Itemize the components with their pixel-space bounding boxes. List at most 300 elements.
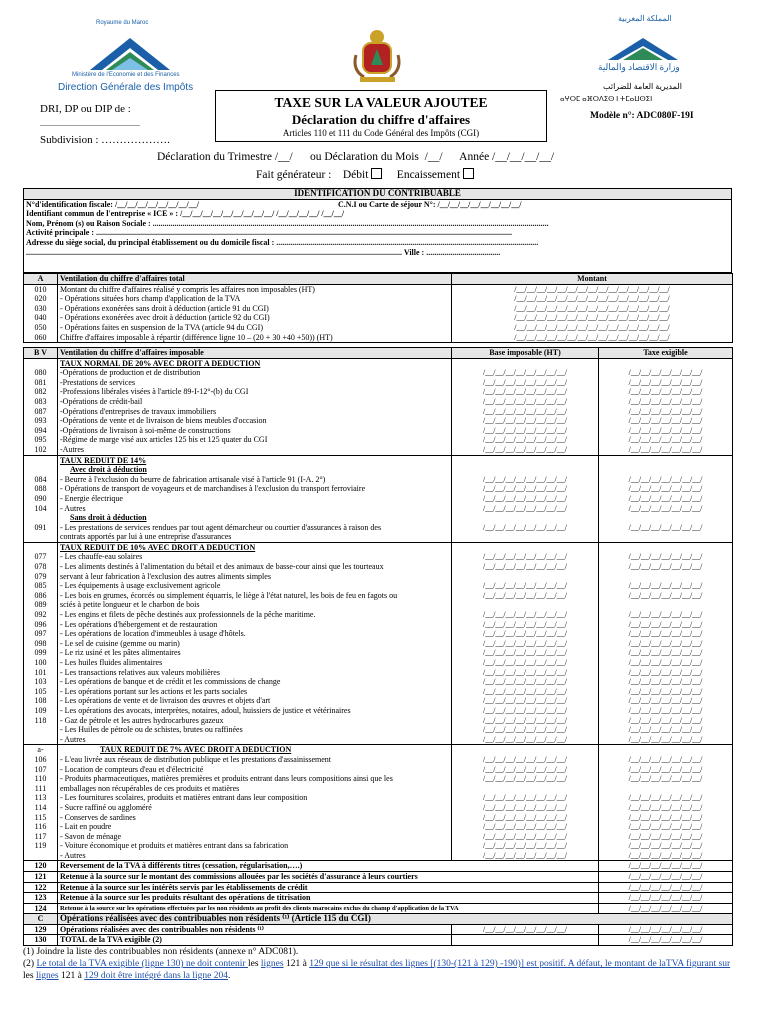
amount-blank[interactable]: /__/__/__/__/__/__/__/ [628, 377, 703, 387]
amount-blank[interactable]: /__/__/__/__/__/__/__/__/ [482, 416, 567, 426]
amount-blank[interactable]: /__/__/__/__/__/__/__/__/ [482, 677, 567, 687]
line-code: 010 [34, 284, 47, 294]
amount-blank[interactable]: /__/__/__/__/__/__/__/ [628, 406, 703, 416]
amount-blank[interactable]: /__/__/__/__/__/__/__/ [628, 705, 703, 715]
line-label: -Opérations de crédit-bail [60, 396, 143, 406]
footnote-2-text-d: les [23, 971, 36, 981]
amount-blank[interactable]: /__/__/__/__/__/__/__/ [628, 562, 703, 572]
amount-blank[interactable]: /__/__/__/__/__/__/__/ [628, 861, 703, 871]
line-label: - Opérations exonérées sans droit à déduction (article 91 du CGI) [60, 303, 269, 313]
line-label: - Le sel de cuisine (gemme ou marin) [60, 638, 180, 648]
line-label: TOTAL de la TVA exigible (2) [58, 935, 452, 946]
line-code: 116 [34, 822, 47, 832]
amount-blank[interactable]: /__/__/__/__/__/__/__/__/ [482, 725, 567, 735]
arabic-kingdom: المملكة المغربية [618, 14, 672, 23]
ministry-emblem-icon [60, 20, 200, 80]
line-label: - Les transactions relatives aux valeurs mobilières [60, 667, 220, 677]
amount-blank[interactable]: /__/__/__/__/__/__/__/__/ [482, 562, 567, 572]
section-b-table [23, 347, 733, 914]
amount-blank[interactable]: /__/__/__/__/__/__/__/ [628, 610, 703, 620]
line-label: - Les opérations de banque et de crédit et les commissions de change [60, 677, 281, 687]
line-code: 040 [34, 313, 47, 323]
encaissement-checkbox[interactable] [463, 168, 474, 179]
group-14-labels [58, 455, 452, 542]
line-code: 100 [34, 658, 47, 667]
amount-blank[interactable]: /__/__/__/__/__/__/__/ [628, 368, 703, 378]
amount-blank[interactable]: /__/__/__/__/__/__/__/ [628, 425, 703, 435]
amount-blank[interactable]: /__/__/__/__/__/__/__/ [628, 590, 703, 600]
line-label: - Les opérations de vente et de livraison des œuvres et objets d'art [60, 696, 271, 706]
group-20-labels [58, 358, 452, 455]
line-label: - Les engins et filets de pêche destinés aux professionnels de la pêche maritime. [60, 610, 316, 620]
group-7-codes [24, 745, 58, 861]
footnote-2-link-3[interactable]: 129 que si le résultat des lignes [(130-(121 à 129) -190)] est positif. A défaut, le montant de la [309, 959, 666, 969]
group-10-tax[interactable] [599, 542, 733, 744]
line-code: 086 [34, 590, 47, 600]
section-a-amounts[interactable] [452, 284, 733, 343]
group-7 [24, 745, 733, 861]
amount-blank[interactable]: /__/__/__/__/__/__/__/ [628, 764, 703, 774]
footnote-2-link-2[interactable]: lignes [260, 959, 284, 969]
amount-blank[interactable]: /__/__/__/__/__/__/__/__/ [482, 696, 567, 706]
amount-blank[interactable]: /__/__/__/__/__/__/__/ [628, 552, 703, 562]
group-14-sub2: Sans droit à déduction [70, 513, 147, 523]
group-20 [24, 358, 733, 455]
amount-blank[interactable]: /__/__/__/__/__/__/__/__/ [482, 822, 567, 832]
line-code: 089 [34, 600, 47, 610]
line-label: - Energie électrique [60, 493, 123, 503]
line-code: 122 [24, 882, 58, 893]
line-label: Montant du chiffre d'affaires réalisé y compris les affaires non imposables (HT) [60, 284, 315, 294]
amount-blank[interactable]: /__/__/__/__/__/__/__/ [628, 734, 703, 744]
line-code: 108 [34, 696, 47, 706]
line-label: -Opérations de vente et de livraison de biens meubles d'occasion [60, 416, 267, 426]
line-code: 124 [24, 903, 58, 914]
line-label: - Opérations de transport de voyageurs et de marchandises à l'exclusion du transport ferroviaire [60, 484, 366, 494]
line-label: contrats apportés par lui à une entreprise d'assurances [60, 532, 232, 542]
group-10-title: TAUX REDUIT DE 10% AVEC DROIT A DEDUCTION [60, 542, 256, 552]
line-label: Retenue à la source sur les produits résultant des opérations de titrisation [58, 893, 599, 904]
cni-field[interactable]: C.N.I ou Carte de séjour N°: /__/__/__/__/__/__/__/__/ [338, 199, 522, 209]
amount-blank[interactable]: /__/__/__/__/__/__/__/__/ [482, 850, 567, 860]
line-label: - Les équipements à usage exclusivement agricole [60, 581, 221, 591]
amount-blank[interactable]: /__/__/__/__/__/__/__/__/ [482, 841, 567, 851]
line-code: 130 [24, 935, 58, 946]
group-14-codes [24, 455, 58, 542]
amount-blank[interactable]: /__/__/__/__/__/__/__/__/__/__/__/__/__/__/__/ [514, 332, 670, 342]
dri-label: DRI, DP ou DIP de : [40, 103, 131, 115]
line-label: - Conserves de sardines [60, 812, 136, 822]
group-14-tax[interactable] [599, 455, 733, 542]
line-label: - Voiture économique et produits et matières entrant dans sa fabrication [60, 841, 289, 851]
amount-blank[interactable]: /__/__/__/__/__/__/__/__/ [482, 658, 567, 667]
ministry-top: Royaume du Maroc [96, 20, 149, 26]
line-label: -Opérations de production et de distribution [60, 368, 201, 378]
line-label: - Autres [60, 850, 86, 860]
group-7-prefix: a- [37, 745, 44, 755]
base-header: Base imposable (HT) [452, 348, 599, 359]
amount-blank[interactable]: /__/__/__/__/__/__/__/__/ [482, 812, 567, 822]
amount-blank[interactable]: /__/__/__/__/__/__/__/ [628, 581, 703, 591]
identification-heading: IDENTIFICATION DU CONTRIBUABLE [24, 189, 732, 200]
line-code: 082 [34, 387, 47, 397]
amount-blank[interactable]: /__/__/__/__/__/__/__/ [628, 882, 703, 892]
line-code: 087 [34, 406, 47, 416]
section-c-code: C [24, 914, 58, 925]
group-10-labels [58, 542, 452, 744]
amount-blank[interactable]: /__/__/__/__/__/__/__/__/ [482, 734, 567, 744]
amount-blank[interactable]: /__/__/__/__/__/__/__/ [628, 677, 703, 687]
ville-field[interactable]: ............................................................................................................................................................................................ Ville : ..................................... [26, 247, 501, 257]
group-10-base[interactable] [452, 542, 599, 744]
amount-blank[interactable]: /__/__/__/__/__/__/__/ [628, 754, 703, 764]
identification-table [23, 188, 732, 273]
amount-blank[interactable]: /__/__/__/__/__/__/__/__/ [482, 610, 567, 620]
group-14 [24, 455, 733, 542]
line-label: - Les opérations de location d'immeubles à usage d'hôtels. [60, 629, 246, 639]
amount-blank[interactable]: /__/__/__/__/__/__/__/ [628, 522, 703, 532]
line-code: 090 [34, 493, 47, 503]
footnote-1: (1) Joindre la liste des contribuables non résidents (annexe n° ADC081). [23, 947, 299, 957]
amount-blank[interactable]: /__/__/__/__/__/__/__/ [628, 387, 703, 397]
amount-blank[interactable]: /__/__/__/__/__/__/__/ [628, 903, 703, 913]
line-label: - Opérations exonérées avec droit à déduction (article 92 du CGI) [60, 313, 270, 323]
line-code: 080 [34, 368, 47, 378]
amount-blank[interactable]: /__/__/__/__/__/__/__/__/ [482, 590, 567, 600]
amount-blank[interactable]: /__/__/__/__/__/__/__/__/ [482, 715, 567, 725]
amount-blank[interactable]: /__/__/__/__/__/__/__/ [628, 850, 703, 860]
section-a-title: Ventilation du chiffre d'affaires total [58, 274, 452, 285]
form-articles: Articles 110 et 111 du Code Général des Impôts (CGI) [282, 128, 480, 138]
line-label: - Location de compteurs d'eau et d'électricité [60, 764, 204, 774]
amount-blank[interactable]: /__/__/__/__/__/__/__/ [628, 841, 703, 851]
line-code: 084 [34, 474, 47, 484]
line-label: -Autres [60, 444, 84, 454]
amount-blank[interactable]: /__/__/__/__/__/__/__/ [628, 893, 703, 903]
amount-blank[interactable]: /__/__/__/__/__/__/__/__/ [482, 474, 567, 484]
title-box [215, 90, 547, 142]
amount-blank[interactable]: /__/__/__/__/__/__/__/__/ [482, 638, 567, 648]
line-code: 102 [34, 444, 47, 454]
amount-blank[interactable]: /__/__/__/__/__/__/__/ [628, 638, 703, 648]
line-label: Retenue à la source sur le montant des commissions allouées par les sociétés d'assurance à leurs courtiers [58, 872, 599, 883]
arabic-ministry: وزارة الاقتصاد والمالية [598, 62, 680, 72]
tax-cell[interactable] [599, 893, 733, 904]
line-code: 081 [34, 377, 47, 387]
line-label: - Produits pharmaceutiques, matières premières et produits entrant dans leurs compositions ainsi que les [60, 774, 393, 784]
fait-generateur-label: Fait générateur : [256, 169, 332, 181]
amount-blank[interactable]: /__/__/__/__/__/__/__/ [628, 493, 703, 503]
group-14-base[interactable] [452, 455, 599, 542]
line-code: 020 [34, 294, 47, 304]
amount-blank[interactable]: /__/__/__/__/__/__/__/__/ [482, 377, 567, 387]
declaration-period[interactable]: Déclaration du Trimestre /__/ ou Déclaration du Mois /__/ Année /__/__/__/__/ [157, 151, 555, 163]
line-label: -Opérations d'entreprises de travaux immobiliers [60, 406, 217, 416]
line-label: - Les aliments destinés à l'alimentation du bétail et des animaux de basse-cour ainsi que les tourteaux [60, 562, 384, 572]
tax-cell[interactable] [599, 924, 733, 935]
group-10 [24, 542, 733, 744]
line-label: - Les bois en grumes, écorcés ou simplement équarris, le liège à l'état naturel, les bois de feu en fagots ou [60, 590, 398, 600]
amount-blank[interactable]: /__/__/__/__/__/__/__/__/ [482, 444, 567, 454]
section-c-table [23, 913, 733, 946]
line-label: Reversement de la TVA à différents titres (cessation, régularisation,….) [58, 861, 599, 872]
amount-blank[interactable]: /__/__/__/__/__/__/__/__/__/__/__/__/__/__/__/ [514, 294, 670, 304]
group-14-title: TAUX REDUIT DE 14% [60, 455, 147, 465]
line-label: Opérations réalisées avec des contribuables non résidents ⁽¹⁾ [58, 924, 452, 935]
section-a-codes [24, 284, 58, 343]
line-code: 115 [34, 812, 47, 822]
line-label: -Opérations de livraison à soi-même de constructions [60, 425, 231, 435]
amount-blank[interactable]: /__/__/__/__/__/__/__/ [628, 812, 703, 822]
section-b-code: B V [24, 348, 58, 359]
debit-checkbox[interactable] [371, 168, 382, 179]
amount-blank[interactable]: /__/__/__/__/__/__/__/ [628, 658, 703, 667]
group-20-tax[interactable] [599, 358, 733, 455]
amount-blank[interactable]: /__/__/__/__/__/__/__/ [628, 444, 703, 454]
line-label: - Sucre raffiné ou aggloméré [60, 802, 152, 812]
tax-cell[interactable] [599, 935, 733, 946]
amount-blank[interactable]: /__/__/__/__/__/__/__/__/ [482, 831, 567, 841]
amount-blank[interactable]: /__/__/__/__/__/__/__/__/ [482, 667, 567, 677]
line-code: 109 [34, 705, 47, 715]
footnote-2-marker: (2) [23, 959, 37, 969]
footnote-2-text-f: . [228, 971, 231, 981]
base-cell[interactable] [452, 924, 599, 935]
footnote-2-link-6[interactable]: 129 doit être intégré dans la ligne 204 [84, 971, 229, 981]
amount-blank[interactable]: /__/__/__/__/__/__/__/ [628, 872, 703, 882]
line-code: 096 [34, 619, 47, 629]
amount-blank[interactable]: /__/__/__/__/__/__/__/__/ [482, 406, 567, 416]
amount-blank[interactable]: /__/__/__/__/__/__/__/ [628, 484, 703, 494]
line-label: - L'eau livrée aux réseaux de distribution publique et les prestations d'assainissement [60, 754, 332, 764]
group-7-base[interactable] [452, 745, 599, 861]
amount-blank[interactable]: /__/__/__/__/__/__/__/ [628, 435, 703, 445]
amount-blank[interactable]: /__/__/__/__/__/__/__/__/ [482, 503, 567, 513]
line-label: - Autres [60, 503, 86, 513]
group-20-codes [24, 358, 58, 455]
dgi-name: Direction Générale des Impôts [58, 82, 194, 93]
section-b-title: Ventilation du chiffre d'affaires imposable [58, 348, 452, 359]
line-code: 106 [34, 754, 47, 764]
amount-blank[interactable]: /__/__/__/__/__/__/__/ [628, 831, 703, 841]
amount-blank[interactable]: /__/__/__/__/__/__/__/ [628, 924, 703, 934]
amount-blank[interactable]: /__/__/__/__/__/__/__/__/ [482, 425, 567, 435]
bottom-row [24, 872, 733, 883]
tax-cell[interactable] [599, 872, 733, 883]
line-code: 129 [24, 924, 58, 935]
amount-blank[interactable]: /__/__/__/__/__/__/__/__/ [482, 924, 567, 934]
line-label: - Lait en poudre [60, 822, 112, 832]
amount-blank[interactable]: /__/__/__/__/__/__/__/__/ [482, 648, 567, 658]
arabic-dgi: المديرية العامة للضرائب [603, 82, 682, 91]
ministry-name: Ministère de l'Economie et des Finances [72, 72, 180, 78]
line-label: - Savon de ménage [60, 831, 122, 841]
line-code: 077 [34, 552, 47, 562]
line-code: 030 [34, 303, 47, 313]
nom-field[interactable]: Nom, Prénom (s) ou Raison Sociale : ...................................................................................................................................................................................................... [26, 218, 549, 228]
subdivision-label[interactable]: Subdivision : ………………. [40, 134, 170, 146]
line-code: 110 [34, 774, 47, 784]
amount-blank[interactable]: /__/__/__/__/__/__/__/__/ [482, 629, 567, 639]
line-label: - Les opérations d'hébergement et de restauration [60, 619, 218, 629]
amount-blank[interactable]: /__/__/__/__/__/__/__/ [628, 696, 703, 706]
amount-blank[interactable]: /__/__/__/__/__/__/__/__/ [482, 368, 567, 378]
right-emblem-icon [578, 32, 708, 62]
group-20-base[interactable] [452, 358, 599, 455]
line-code: 107 [34, 764, 47, 774]
footnote-2 [23, 958, 735, 982]
ice-field[interactable]: Identifiant commun de l'entreprise « ICE » : /__/__/__/__/__/__/__/__/__/ /__/__/__/__/ /__/__/ [26, 209, 345, 219]
line-label: - Les huiles fluides alimentaires [60, 658, 163, 667]
line-label: - Beurre à l'exclusion du beurre de fabrication artisanale visé à l'article 91 (I-A. 2°) [60, 474, 326, 484]
amount-blank[interactable]: /__/__/__/__/__/__/__/ [628, 725, 703, 735]
line-label: Chiffre d'affaires imposable à répartir (différence ligne 10 – (20 + 30 +40 +50)) (HT) [60, 332, 333, 342]
line-label: -Prestations de services [60, 377, 136, 387]
amount-blank[interactable]: /__/__/__/__/__/__/__/__/ [482, 705, 567, 715]
adresse-field[interactable]: Adresse du siège social, du principal établissement ou du domicile fiscal : ................................................................................................................................... [26, 237, 539, 247]
footnote-2-text-b: les [247, 959, 261, 969]
line-label: - Opérations faites en suspension de la TVA (article 94 du CGI) [60, 322, 263, 332]
footnote-2-text-e: 121 à [58, 971, 85, 981]
amount-blank[interactable]: /__/__/__/__/__/__/__/__/ [482, 774, 567, 784]
amount-blank[interactable]: /__/__/__/__/__/__/__/__/ [482, 619, 567, 629]
bottom-row [24, 882, 733, 893]
footnote-2-link-1[interactable]: Le total de la TVA exigible (ligne 130) ne doit contenir [36, 959, 248, 969]
line-code: 091 [34, 522, 47, 532]
line-label: - Les chauffe-eau solaires [60, 552, 143, 562]
amount-blank[interactable]: /__/__/__/__/__/__/__/ [628, 474, 703, 484]
bottom-row [24, 861, 733, 872]
tax-header: Taxe exigible [599, 348, 733, 359]
tax-cell[interactable] [599, 861, 733, 872]
amount-blank[interactable]: /__/__/__/__/__/__/__/ [628, 802, 703, 812]
amount-blank[interactable]: /__/__/__/__/__/__/__/__/__/__/__/__/__/__/__/ [514, 313, 670, 323]
amount-blank[interactable]: /__/__/__/__/__/__/__/ [628, 715, 703, 725]
tifinagh-text: ⴰⵖⵔⵎ ⴰⴼⵔⴷⵉⵙ ⵏ ⵜⵎⴰⵡⵙⵉⵏ [560, 95, 653, 103]
section-a-amount-header: Montant [452, 274, 733, 285]
amount-blank[interactable]: /__/__/__/__/__/__/__/__/ [482, 387, 567, 397]
amount-blank[interactable]: /__/__/__/__/__/__/__/ [628, 619, 703, 629]
tax-cell[interactable] [599, 882, 733, 893]
amount-blank[interactable]: /__/__/__/__/__/__/__/ [628, 793, 703, 803]
line-code: 105 [34, 686, 47, 696]
amount-blank[interactable]: /__/__/__/__/__/__/__/__/__/__/__/__/__/__/__/ [514, 303, 670, 313]
coat-of-arms-icon [350, 25, 405, 85]
amount-blank[interactable]: /__/__/__/__/__/__/__/__/ [482, 493, 567, 503]
amount-blank[interactable]: /__/__/__/__/__/__/__/__/ [482, 484, 567, 494]
line-code: 121 [24, 872, 58, 883]
line-code: 097 [34, 629, 47, 639]
line-label: Retenue à la source sur les opérations effectuées par les non résidents au profit des clients marocains exclus du champ d'application de la TVA [58, 903, 599, 914]
line-label: - Les opérations des avocats, interprètes, notaires, adoul, huissiers de justice et vétérinaires [60, 705, 351, 715]
amount-blank[interactable]: /__/__/__/__/__/__/__/__/ [482, 686, 567, 696]
line-label: - Les opérations portant sur les actions et les parts sociales [60, 686, 248, 696]
amount-blank[interactable]: /__/__/__/__/__/__/__/ [628, 822, 703, 832]
section-a-labels [58, 284, 452, 343]
line-code: 103 [34, 677, 47, 687]
amount-blank[interactable]: /__/__/__/__/__/__/__/ [628, 629, 703, 639]
amount-blank[interactable]: /__/__/__/__/__/__/__/__/__/__/__/__/__/__/__/ [514, 322, 670, 332]
group-7-title: TAUX REDUIT DE 7% AVEC DROIT A DEDUCTION [100, 745, 292, 755]
group-7-labels [58, 745, 452, 861]
amount-blank[interactable]: /__/__/__/__/__/__/__/__/ [482, 522, 567, 532]
line-code: 117 [34, 831, 47, 841]
line-label: Retenue à la source sur les intérêts servis par les établissements de crédit [58, 882, 599, 893]
footnote-2-link-4[interactable]: TVA figurant sur [665, 959, 731, 969]
line-label: - Le riz usiné et les pâtes alimentaires [60, 648, 181, 658]
encaissement-label: Encaissement [396, 169, 461, 181]
form-title: TAXE SUR LA VALEUR AJOUTEE [274, 95, 488, 110]
amount-blank[interactable]: /__/__/__/__/__/__/__/__/ [482, 552, 567, 562]
section-c-row [24, 924, 733, 935]
line-code: 085 [34, 581, 47, 591]
amount-blank[interactable]: /__/__/__/__/__/__/__/ [628, 503, 703, 513]
footnote-2-link-5[interactable]: lignes [35, 971, 59, 981]
amount-blank[interactable]: /__/__/__/__/__/__/__/ [628, 667, 703, 677]
amount-blank[interactable]: /__/__/__/__/__/__/__/__/ [482, 793, 567, 803]
debit-label: Débit [342, 169, 369, 181]
activite-field[interactable]: Activité principale : ................................................................................................................................................................................................................ [26, 228, 512, 238]
amount-blank[interactable]: /__/__/__/__/__/__/__/ [628, 648, 703, 658]
line-code: 078 [34, 562, 47, 572]
model-number: Modèle n°: ADC080F-19I [590, 111, 694, 121]
amount-blank[interactable]: /__/__/__/__/__/__/__/ [628, 686, 703, 696]
section-a-table [23, 273, 733, 343]
amount-blank[interactable]: /__/__/__/__/__/__/__/ [628, 935, 703, 945]
amount-blank[interactable]: /__/__/__/__/__/__/__/ [628, 416, 703, 426]
line-label: - Autres [60, 734, 86, 744]
if-field[interactable]: N°d'identification fiscale: /__/__/__/__/__/__/__/__/ [26, 199, 199, 209]
line-code: 111 [34, 783, 47, 793]
line-label: - Gaz de pétrole et les autres hydrocarbures gazeux [60, 715, 224, 725]
line-label: -Professions libérales visées à l'article 89-I-12°-(b) du CGI [60, 387, 249, 397]
amount-blank[interactable]: /__/__/__/__/__/__/__/__/__/__/__/__/__/__/__/ [514, 284, 670, 294]
base-cell[interactable] [452, 935, 599, 946]
bottom-row [24, 893, 733, 904]
amount-blank[interactable]: /__/__/__/__/__/__/__/__/ [482, 435, 567, 445]
line-code: 092 [34, 610, 47, 620]
line-label: -Régime de marge visé aux articles 125 bis et 125 quater du CGI [60, 435, 268, 445]
line-code: 094 [34, 425, 47, 435]
line-code: 123 [24, 893, 58, 904]
group-14-sub1: Avec droit à déduction [70, 465, 147, 475]
line-code: 050 [34, 322, 47, 332]
line-code: 118 [34, 715, 47, 725]
section-c-title: Opérations réalisées avec des contribuables non résidents ⁽¹⁾ (Article 115 du CGI) [58, 914, 733, 925]
line-code: 120 [24, 861, 58, 872]
line-code: 113 [34, 793, 47, 803]
group-7-tax[interactable] [599, 745, 733, 861]
footnote-2-text-c: 121 à [283, 959, 310, 969]
amount-blank[interactable]: /__/__/__/__/__/__/__/__/ [482, 754, 567, 764]
amount-blank[interactable]: /__/__/__/__/__/__/__/ [628, 396, 703, 406]
line-code: 098 [34, 638, 47, 648]
line-code: 093 [34, 416, 47, 426]
amount-blank[interactable]: /__/__/__/__/__/__/__/__/ [482, 581, 567, 591]
line-code: 104 [34, 503, 47, 513]
if-row[interactable] [26, 200, 729, 210]
line-label: - Opérations situées hors champ d'application de la TVA [60, 294, 241, 304]
amount-blank[interactable]: /__/__/__/__/__/__/__/__/ [482, 764, 567, 774]
amount-blank[interactable]: /__/__/__/__/__/__/__/ [628, 774, 703, 784]
amount-blank[interactable]: /__/__/__/__/__/__/__/__/ [482, 802, 567, 812]
line-label: sciés à petite longueur et le charbon de bois [60, 600, 200, 610]
form-subtitle: Déclaration du chiffre d'affaires [291, 112, 471, 127]
amount-blank[interactable]: /__/__/__/__/__/__/__/__/ [482, 396, 567, 406]
group-10-codes [24, 542, 58, 744]
line-code: 088 [34, 484, 47, 494]
dri-dots[interactable]: .................................................. [40, 119, 140, 128]
